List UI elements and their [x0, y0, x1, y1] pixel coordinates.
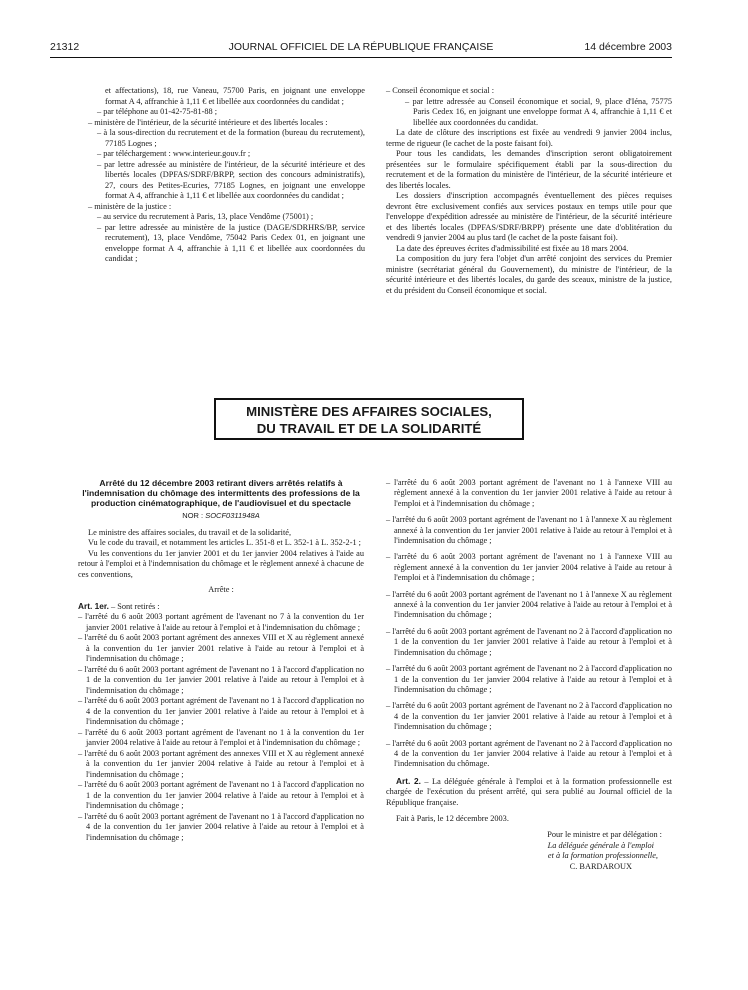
list-item: – l'arrêté du 6 août 2003 portant agrément de l'avenant no 1 à l'accord d'application no 4 de la convention du 1er janvier 2001 relative à l'aide au retour à l'emploi et à l'indemnisation du chômage ; — [78, 696, 364, 726]
header-rule — [50, 57, 672, 58]
text-line: – par téléchargement : www.interieur.gouv.fr ; — [97, 149, 251, 158]
list-item: – l'arrêté du 6 août 2003 portant agrément de l'avenant no 2 à l'accord d'application no 4 de la convention du 1er janvier 2001 relative à l'aide au retour à l'emploi et à l'indemnisation du chômage ; — [386, 701, 672, 732]
list-item: – l'arrêté du 6 août 2003 portant agrément de l'avenant no 2 à l'accord d'application no 4 de la convention du 1er janvier 2004 relative à l'aide au retour à l'emploi et à l'indemnisation du chômage. — [386, 738, 672, 769]
signature-line-3: et à la formation professionnelle, — [547, 851, 658, 861]
decree-left-column — [78, 478, 364, 843]
preamble-line: Le ministre des affaires sociales, du travail et de la solidarité, — [88, 527, 292, 537]
text-line: et affectations), 18, rue Vaneau, 75700 Paris, en joignant une enveloppe format A 4, affranchie à 1,11 € et libellée aux coordonnées du candidat ; — [105, 86, 365, 106]
text-line: – par lettre adressée au Conseil économique et social, 9, place d'Iéna, 75775 Paris Cedex 16, en joignant une enveloppe format A 4, affranchie à 1,11 € et libellée aux coordonnées du candidat. — [405, 96, 672, 127]
article-2-label: Art. 2. — [396, 775, 421, 786]
list-item: – l'arrêté du 6 août 2003 portant agrément des annexes VIII et X au règlement annexé à la convention du 1er janvier 2004 relative à l'aide au retour à l'emploi et à l'indemnisation du chômage ; — [78, 748, 364, 779]
arrete-heading: Arrête : — [208, 585, 234, 594]
list-item: – l'arrêté du 6 août 2003 portant agrément de l'avenant no 1 à l'annexe X au règlement annexé à la convention du 1er janvier 2001 relative à l'aide au retour à l'emploi et à l'indemnisation du chômage ; — [386, 515, 672, 546]
text-line: – par lettre adressée au ministère de la justice (DAGE/SDRHRS/BP, service recrutement), 13, place Vendôme, 75042 Paris Cedex 01, en joignant une enveloppe format A 4, affranchie à 1,11 € et libellée aux coordonnées du candidat ; — [97, 222, 365, 263]
list-item: – l'arrêté du 6 août 2003 portant agrément de l'avenant no 1 à l'annexe X au règlement annexé à la convention du 1er janvier 2004 relative à l'aide au retour à l'emploi et à l'indemnisation du chômage ; — [386, 589, 672, 620]
list-item: – l'arrêté du 6 août 2003 portant agrément de l'avenant no 1 à l'accord d'application no 1 de la convention du 1er janvier 2001 relative à l'aide au retour à l'emploi et à l'indemnisation du chômage ; — [78, 664, 364, 695]
nor-code: SOCF0311948A — [205, 511, 260, 520]
text-line: – ministère de la justice : — [88, 201, 172, 211]
preamble-line: Vu les conventions du 1er janvier 2001 et du 1er janvier 2004 relatives à l'aide au retour à l'emploi et à l'indemnisation du chômage et le règlement annexé à chacune de ces conventions, — [78, 548, 364, 579]
list-item: – l'arrêté du 6 août 2003 portant agrément de l'avenant no 1 à la convention du 1er janvier 2004 relative à l'aide au retour à l'emploi et à l'indemnisation du chômage ; — [78, 727, 364, 747]
page-header — [50, 39, 672, 55]
article-1-label: Art. 1er. — [78, 600, 109, 611]
text-paragraph: La composition du jury fera l'objet d'un arrêté conjoint des services du Premier ministre (secrétariat général du Gouvernement), du ministre de l'intérieur, de la sécurité intérieure et des libertés locales, du garde des sceaux, ministre de la justice, et du président du Conseil économique et social. — [386, 254, 672, 295]
text-line: – à la sous-direction du recrutement et de la formation (bureau du recrutement), 77185 Lognes ; — [97, 128, 365, 148]
decree-right-column — [386, 478, 672, 872]
ministry-name-line2: DU TRAVAIL ET DE LA SOLIDARITÉ — [256, 421, 482, 436]
issue-date: 14 décembre 2003 — [584, 41, 672, 53]
signature-line-1: Pour le ministre et par délégation : — [547, 830, 662, 840]
text-line: – par téléphone au 01-42-75-81-88 ; — [97, 107, 218, 116]
list-item: – l'arrêté du 6 août 2003 portant agrément des annexes VIII et X au règlement annexé à la convention du 1er janvier 2001 relative à l'aide au retour à l'emploi et à l'indemnisation du chômage ; — [78, 633, 364, 663]
text-line: – au service du recrutement à Paris, 13, place Vendôme (75001) ; — [97, 212, 314, 221]
text-paragraph: La date de clôture des inscriptions est fixée au vendredi 9 janvier 2004 inclus, terme de rigueur (le cachet de la poste faisant foi). — [386, 128, 672, 148]
article-2-text: – La déléguée générale à l'emploi et à la formation professionnelle est chargée de l'exécution du présent arrêté, qui sera publié au Journal officiel de la République française. — [386, 776, 672, 807]
decree-title: Arrêté du 12 décembre 2003 retirant divers arrêtés relatifs à l'indemnisation du chômage des intermittents des professions de la production cinématographique, de l'audiovisuel et du spectacle — [82, 478, 360, 508]
list-item: – l'arrêté du 6 août 2003 portant agrément de l'avenant no 1 à l'annexe VIII au règlement annexé à la convention du 1er janvier 2001 relative à l'aide au retour à l'emploi et à l'indemnisation du chômage ; — [386, 478, 672, 508]
journal-title: JOURNAL OFFICIEL DE LA RÉPUBLIQUE FRANÇAISE — [228, 41, 494, 53]
preamble-line: Vu le code du travail, et notamment les articles L. 351-8 et L. 352-1 à L. 352-2-1 ; — [88, 538, 361, 547]
signing-place-date: Fait à Paris, le 12 décembre 2003. — [396, 813, 509, 823]
list-item: – l'arrêté du 6 août 2003 portant agrément de l'avenant no 7 à la convention du 1er janvier 2001 relative à l'aide au retour à l'emploi et à l'indemnisation du chômage ; — [78, 612, 364, 632]
text-line: – ministère de l'intérieur, de la sécurité intérieure et des libertés locales : — [88, 117, 328, 127]
text-paragraph: La date des épreuves écrites d'admissibilité est fixée au 18 mars 2004. — [396, 243, 629, 253]
text-line: – Conseil économique et social : — [386, 86, 495, 95]
article-1-intro: – Sont retirés : — [110, 601, 160, 611]
article-2 — [386, 776, 672, 808]
top-right-column — [386, 86, 672, 296]
text-paragraph: Pour tous les candidats, les demandes d'inscription seront obligatoirement présentées sur le formulaire spécifiquement établi par la sous-direction du recrutement et de la formation du ministère de l'intérieur, de la sécurité intérieure et des libertés locales. — [386, 149, 672, 190]
signature-line-2: La déléguée générale à l'emploi — [547, 840, 654, 850]
ministry-heading-box — [214, 398, 524, 440]
page-number: 21312 — [50, 41, 80, 53]
list-item: – l'arrêté du 6 août 2003 portant agrément de l'avenant no 2 à l'accord d'application no 1 de la convention du 1er janvier 2001 relative à l'aide au retour à l'emploi et à l'indemnisation du chômage ; — [386, 626, 672, 657]
list-item: – l'arrêté du 6 août 2003 portant agrément de l'avenant no 2 à l'accord d'application no 1 de la convention du 1er janvier 2004 relative à l'aide au retour à l'emploi et à l'indemnisation du chômage ; — [386, 664, 672, 694]
text-paragraph: Les dossiers d'inscription accompagnés éventuellement des pièces requises devront être exclusivement confiés aux services postaux en temps utile pour que l'enveloppe d'expédition adressée au ministère de l'intérieur, de la sécurité intérieure et des libertés locales (DPFAS/SDRF/BRPP) présente une date d'oblitération du vendredi 9 janvier 2004 au plus tard (le cachet de la poste faisant foi). — [386, 191, 672, 242]
nor-reference — [78, 511, 364, 522]
text-line: – par lettre adressée au ministère de l'intérieur, de la sécurité intérieure et des libertés locales (DPFAS/SDRF/BRPP, section des concours administratifs), 27, cours des Petites-Ecuries, 77185 Lognes, en joignant une enveloppe format A 4, affranchie à 1,11 € et libellée aux coordonnées du candidat ; — [97, 159, 365, 200]
list-item: – l'arrêté du 6 août 2003 portant agrément de l'avenant no 1 à l'accord d'application no 4 de la convention du 1er janvier 2004 relative à l'aide au retour à l'emploi et à l'indemnisation du chômage ; — [78, 811, 364, 842]
top-left-column — [78, 86, 365, 265]
signatory-name: C. BARDAROUX — [569, 861, 632, 871]
list-item: – l'arrêté du 6 août 2003 portant agrément de l'avenant no 1 à l'annexe VIII au règlement annexé à la convention du 1er janvier 2004 relative à l'aide au retour à l'emploi et à l'indemnisation du chômage ; — [386, 552, 672, 583]
article-1-heading — [78, 601, 364, 613]
ministry-name-line1: MINISTÈRE DES AFFAIRES SOCIALES, — [246, 404, 492, 419]
list-item: – l'arrêté du 6 août 2003 portant agrément de l'avenant no 1 à l'accord d'application no 1 de la convention du 1er janvier 2004 relative à l'aide au retour à l'emploi et à l'indemnisation du chômage ; — [78, 780, 364, 810]
nor-label: NOR : — [182, 511, 204, 520]
